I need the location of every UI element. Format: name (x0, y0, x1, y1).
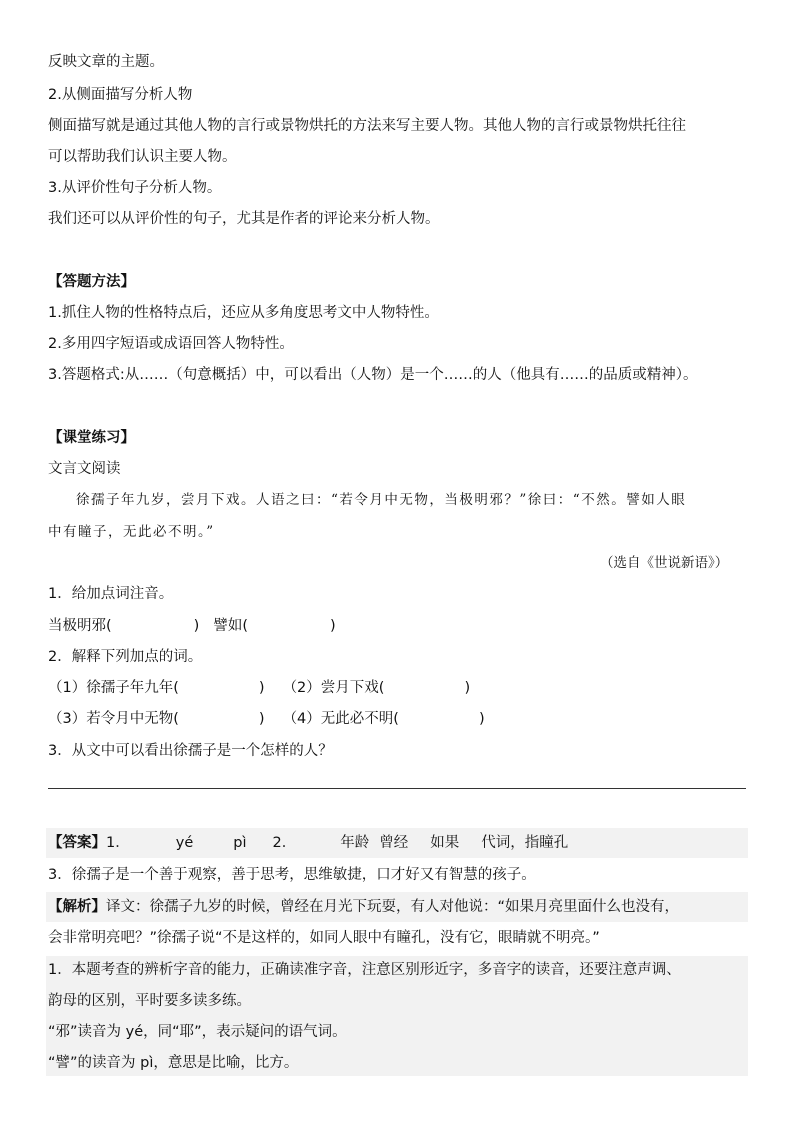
practice-subtitle: 文言文阅读 (48, 461, 121, 477)
methods-title: 【答题方法】 (48, 274, 135, 290)
blank-close: ) (464, 680, 471, 696)
blank-close: ) (193, 618, 200, 634)
answer-line (48, 788, 746, 789)
definition-answer: 如果 (430, 835, 460, 851)
answer-part-1: 1． (106, 835, 130, 851)
analysis-label: 【解析】 (48, 899, 106, 915)
method-item: 3.答题格式:从……（句意概括）中，可以看出（人物）是一个……的人（他具有……的品质或精神）。 (48, 367, 698, 383)
definition-answer: 曾经 (379, 835, 409, 851)
question-1-blanks (48, 616, 336, 636)
analysis-line: 韵母的区别，平时要多读多练。 (48, 993, 251, 1009)
question-2: 2．解释下列加点的词。 (48, 649, 203, 665)
analysis-line: “譬”的读音为 pì，意思是比喻，比方。 (48, 1055, 299, 1071)
passage-line: 徐孺子年九岁，尝月下戏。人语之曰：“若令月中无物，当极明邪？”徐曰：“不然。譬如人眼 (76, 492, 687, 508)
definition-answer: 代词，指瞳孔 (481, 835, 569, 851)
question-1: 1．给加点词注音。 (48, 586, 174, 602)
blank-label: （4）无此必不明( (282, 711, 399, 727)
question-2-row (48, 709, 485, 729)
passage-source: （选自《世说新语》） (600, 555, 729, 571)
paragraph-line: 我们还可以从评价性的句子，尤其是作者的评论来分析人物。 (48, 211, 440, 227)
blank-label: 当极明邪( (48, 618, 112, 634)
blank-close: ) (258, 711, 265, 727)
analysis-line: 会非常明亮吧？”徐孺子说“不是这样的，如同人眼中有瞳孔，没有它，眼睛就不明亮。” (48, 930, 600, 946)
pinyin-answer: yé (175, 835, 194, 851)
analysis-text: 译文：徐孺子九岁的时候，曾经在月光下玩耍，有人对他说：“如果月亮里面什么也没有， (106, 899, 680, 915)
blank-close: ) (478, 711, 485, 727)
answer-part-2: 2． (272, 835, 297, 851)
definition-answer: 年龄 (340, 835, 370, 851)
practice-title: 【课堂练习】 (48, 430, 135, 446)
blank-label: 譬如( (213, 618, 249, 634)
blank-label: （3）若令月中无物( (48, 711, 179, 727)
method-item: 1.抓住人物的性格特点后，还应从多角度思考文中人物特性。 (48, 305, 439, 321)
answer-label: 【答案】 (48, 835, 106, 851)
intro-line: 反映文章的主题。 (48, 54, 164, 70)
paragraph-line: 可以帮助我们认识主要人物。 (48, 149, 237, 165)
analysis-line: 1．本题考查的辨析字音的能力，正确读准字音，注意区别形近字，多音字的读音，还要注意声调、 (48, 962, 681, 978)
pinyin-answer: pì (233, 835, 247, 851)
blank-close: ) (258, 680, 265, 696)
blank-close: ) (330, 618, 336, 634)
passage-line: 中有瞳子，无此必不明。” (48, 524, 215, 540)
analysis-line (48, 897, 679, 917)
analysis-line: “邪”读音为 yé，同“耶”，表示疑问的语气词。 (48, 1024, 347, 1040)
answer-line-2: 3．徐孺子是一个善于观察，善于思考，思维敏捷，口才好又有智慧的孩子。 (48, 867, 536, 883)
paragraph-line: 侧面描写就是通过其他人物的言行或景物烘托的方法来写主要人物。其他人物的言行或景物烘托往往 (48, 118, 686, 134)
blank-label: （1）徐孺子年九年( (48, 680, 179, 696)
question-2-row (48, 678, 470, 698)
answer-line-1 (48, 833, 568, 853)
method-item: 2.多用四字短语或成语回答人物特性。 (48, 336, 294, 352)
question-3: 3．从文中可以看出徐孺子是一个怎样的人？ (48, 743, 333, 759)
blank-label: （2）尝月下戏( (282, 680, 385, 696)
section-heading-side-description: 2.从侧面描写分析人物 (48, 87, 193, 103)
section-heading-evaluative: 3.从评价性句子分析人物。 (48, 180, 222, 196)
